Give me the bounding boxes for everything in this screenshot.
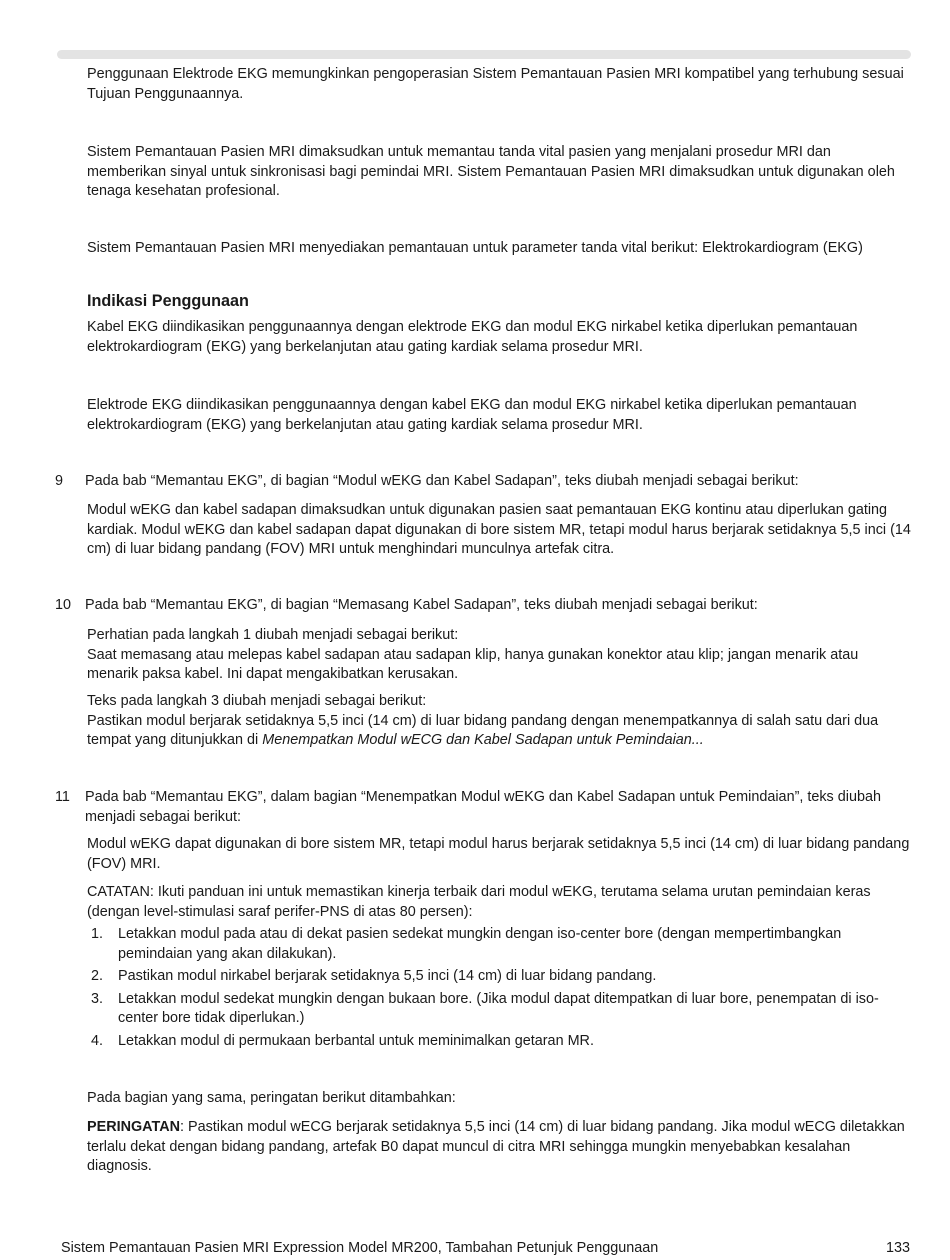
item-text: Pada bab “Memantau EKG”, di bagian “Memasang Kabel Sadapan”, teks diubah menjadi sebagai berikut: — [85, 597, 758, 613]
step1-text: Saat memasang atau melepas kabel sadapan atau sadapan klip, hanya gunakan konektor atau klip; jangan menarik atau menarik paksa kabel. Ini dapat mengakibatkan kerusakan. — [87, 646, 859, 682]
item-number: 11 — [55, 789, 70, 805]
section-heading-indications: Indikasi Penggunaan — [87, 292, 249, 310]
step3-reference: Menempatkan Modul wECG dan Kabel Sadapan untuk Pemindaian... — [262, 732, 704, 748]
paragraph-warning — [87, 1118, 912, 1177]
step-text: Pastikan modul nirkabel berjarak setidaknya 5,5 inci (14 cm) di luar bidang pandang. — [118, 968, 657, 984]
step-item-1 — [87, 925, 912, 964]
item-text: Pada bab “Memantau EKG”, dalam bagian “Menempatkan Modul wEKG dan Kabel Sadapan untuk Pemindaian”, teks diubah menjadi sebagai berikut: — [85, 789, 881, 825]
step1-label: Perhatian pada langkah 1 diubah menjadi sebagai berikut: — [87, 627, 459, 643]
step-item-2 — [87, 967, 912, 987]
step-text: Letakkan modul sedekat mungkin dengan bukaan bore. (Jika modul dapat ditempatkan di luar bore, penempatan di iso-center bore tidak diperlukan.) — [118, 990, 879, 1026]
paragraph-item9-body: Modul wEKG dan kabel sadapan dimaksudkan untuk digunakan pasien saat pemantauan EKG kontinu atau diperlukan gating kardiak. Modul wEKG dan kabel sadapan dapat digunakan di bore sistem MR, tetapi modul harus berjarak setidaknya 5,5 inci (14 cm) di luar bidang pandang (FOV) MRI untuk menghindari munculnya artefak citra. — [87, 502, 911, 557]
paragraph-intended-use-electrode: Penggunaan Elektrode EKG memungkinkan pengoperasian Sistem Pemantauan Pasien MRI kompatibel yang terhubung sesuai Tujuan Penggunaannya. — [87, 66, 904, 102]
item-number: 9 — [55, 473, 64, 489]
step-number: 4. — [91, 1032, 104, 1049]
paragraph-item10-step1 — [87, 626, 912, 685]
paragraph-vital-parameters: Sistem Pemantauan Pasien MRI menyediakan pemantauan untuk parameter tanda vital berikut: Elektrokardiogram (EKG) — [87, 240, 863, 256]
paragraph-warning-intro: Pada bagian yang sama, peringatan berikut ditambahkan: — [87, 1090, 456, 1106]
step-number: 2. — [91, 968, 104, 984]
paragraph-item11-body: Modul wEKG dapat digunakan di bore sistem MR, tetapi modul harus berjarak setidaknya 5,5 inci (14 cm) di luar bidang pandang (FOV) MRI. — [87, 836, 910, 872]
warning-text: : Pastikan modul wECG berjarak setidaknya 5,5 inci (14 cm) di luar bidang pandang. Jika modul wECG diletakkan terlalu dekat dengan bidang pandang, artefak B0 dapat muncul di citra MRI sehingga mungkin menyebabkan kesalahan diagnosis. — [87, 1119, 905, 1174]
paragraph-item10-step3 — [87, 692, 912, 751]
step-text: Letakkan modul di permukaan berbantal untuk meminimalkan getaran MR. — [118, 1032, 594, 1049]
warning-label: PERINGATAN — [87, 1119, 181, 1135]
step-item-3 — [87, 990, 912, 1029]
footer-page-number: 133 — [885, 1240, 910, 1256]
paragraph-item11-note: CATATAN: Ikuti panduan ini untuk memastikan kinerja terbaik dari modul wEKG, terutama selama urutan pemindaian keras (dengan level-stimulasi saraf perifer-PNS di atas 80 persen): — [87, 884, 871, 920]
step3-label: Teks pada langkah 3 diubah menjadi sebagai berikut: — [87, 693, 427, 709]
step3-text — [87, 712, 912, 751]
paragraph-indication-cable: Kabel EKG diindikasikan penggunaannya dengan elektrode EKG dan modul EKG nirkabel ketika diperlukan pemantauan elektrokardiogram (EKG) yang berkelanjutan atau gating kardiak selama prosedur MRI. — [87, 319, 858, 355]
paragraph-intended-use-system: Sistem Pemantauan Pasien MRI dimaksudkan untuk memantau tanda vital pasien yang menjalani prosedur MRI dan memberikan sinyal untuk sinkronisasi bagi pemindai MRI. Sistem Pemantauan Pasien MRI dimaksudkan untuk digunakan oleh tenaga kesehatan profesional. — [87, 144, 895, 199]
item-text: Pada bab “Memantau EKG”, di bagian “Modul wEKG dan Kabel Sadapan”, teks diubah menjadi sebagai berikut: — [85, 473, 799, 489]
item-number: 10 — [55, 597, 72, 613]
step3-text-main: Pastikan modul berjarak setidaknya 5,5 inci (14 cm) di luar bidang pandang dengan menempatkannya di salah satu dari dua tempat yang ditunjukkan di — [87, 712, 879, 748]
footer-document-title: Sistem Pemantauan Pasien MRI Expression Model MR200, Tambahan Petunjuk Penggunaan — [61, 1240, 659, 1256]
header-bar — [57, 50, 911, 59]
numbered-steps-list — [87, 925, 912, 1051]
step-number: 1. — [91, 926, 104, 942]
paragraph-indication-electrode: Elektrode EKG diindikasikan penggunaannya dengan kabel EKG dan modul EKG nirkabel ketika diperlukan pemantauan elektrokardiogram (EKG) yang berkelanjutan atau gating kardiak selama prosedur MRI. — [87, 397, 857, 433]
step-text: Letakkan modul pada atau di dekat pasien sedekat mungkin dengan iso-center bore (dengan mempertimbangkan pemindaian yang akan dilakukan). — [118, 926, 842, 962]
step-item-4 — [87, 1032, 912, 1052]
step-number: 3. — [91, 990, 104, 1007]
